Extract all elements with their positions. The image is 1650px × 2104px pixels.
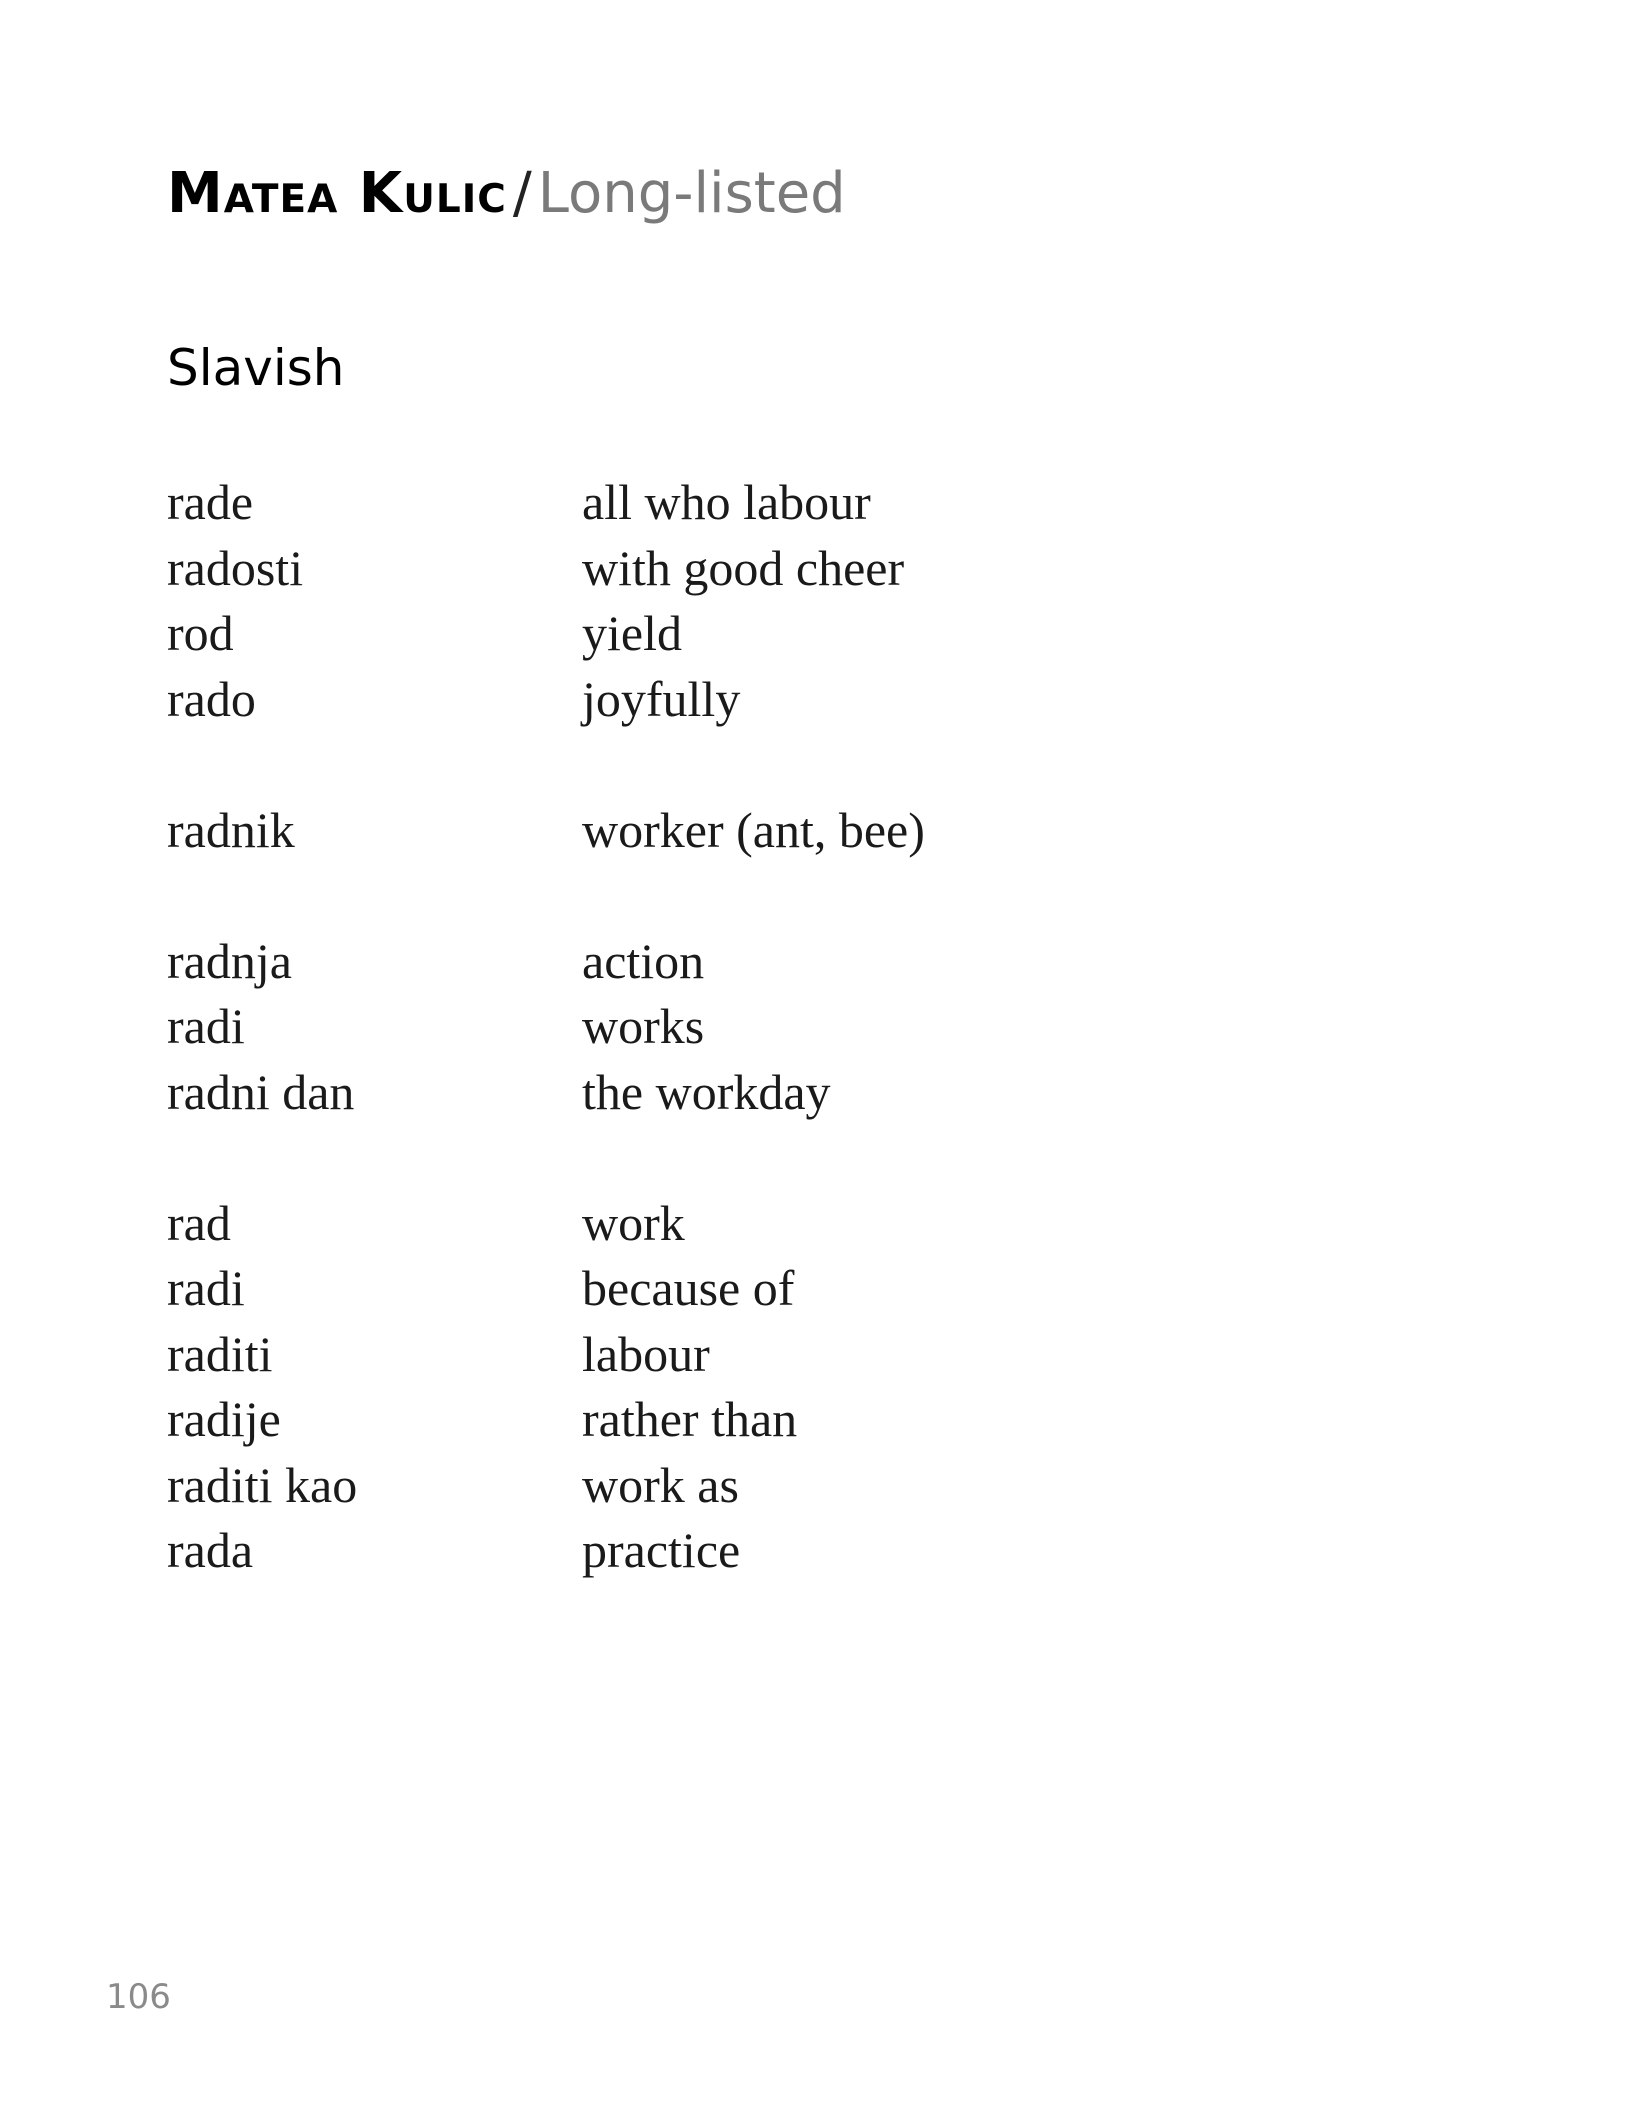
translation: rather than bbox=[582, 1391, 798, 1447]
source-word: radni dan bbox=[167, 1063, 355, 1120]
translation: yield bbox=[582, 605, 682, 661]
page-number: 106 bbox=[106, 1977, 171, 2017]
source-word: radije bbox=[167, 1391, 281, 1447]
stanza bbox=[167, 470, 1367, 732]
poem-line bbox=[167, 1387, 1367, 1453]
source-word: rad bbox=[167, 1194, 231, 1251]
translation: the workday bbox=[582, 1063, 831, 1120]
source-word: radnik bbox=[167, 801, 295, 858]
poem-line bbox=[167, 798, 1367, 864]
translation: joyfully bbox=[582, 670, 741, 727]
translation: labour bbox=[582, 1325, 710, 1382]
poem-line bbox=[167, 1060, 1367, 1126]
stanza bbox=[167, 1191, 1367, 1584]
poem-line bbox=[167, 536, 1367, 602]
translation: work bbox=[582, 1194, 685, 1251]
poem-line bbox=[167, 667, 1367, 733]
poem-line bbox=[167, 929, 1367, 995]
poem-line bbox=[167, 1191, 1367, 1257]
source-word: raditi kao bbox=[167, 1456, 358, 1513]
source-word: radnja bbox=[167, 932, 292, 989]
translation: because of bbox=[582, 1260, 795, 1316]
poem-line bbox=[167, 1256, 1367, 1322]
poem-line bbox=[167, 1518, 1367, 1584]
translation: work as bbox=[582, 1456, 739, 1513]
poem-line bbox=[167, 994, 1367, 1060]
poem-line bbox=[167, 470, 1367, 536]
translation: with good cheer bbox=[582, 539, 905, 596]
translation: worker (ant, bee) bbox=[582, 801, 925, 858]
source-word: rado bbox=[167, 670, 256, 727]
source-word: rade bbox=[167, 474, 254, 530]
page-header bbox=[167, 158, 846, 230]
source-word: radi bbox=[167, 998, 245, 1054]
poem-title: Slavish bbox=[167, 339, 345, 397]
poem-line bbox=[167, 1322, 1367, 1388]
stanza bbox=[167, 929, 1367, 1126]
listing-status: Long-listed bbox=[537, 161, 846, 226]
translation: works bbox=[582, 998, 705, 1054]
poem-line bbox=[167, 1453, 1367, 1519]
source-word: rada bbox=[167, 1522, 254, 1578]
translation: all who labour bbox=[582, 474, 871, 530]
stanza bbox=[167, 798, 1367, 864]
source-word: rod bbox=[167, 605, 234, 661]
source-word: raditi bbox=[167, 1325, 273, 1382]
translation: action bbox=[582, 932, 705, 989]
source-word: radosti bbox=[167, 539, 304, 596]
source-word: radi bbox=[167, 1260, 245, 1316]
poem-line bbox=[167, 601, 1367, 667]
poem-body bbox=[167, 470, 1367, 1649]
translation: practice bbox=[582, 1522, 741, 1578]
header-separator: / bbox=[512, 161, 532, 226]
author-name: Matea Kulic bbox=[167, 161, 507, 226]
